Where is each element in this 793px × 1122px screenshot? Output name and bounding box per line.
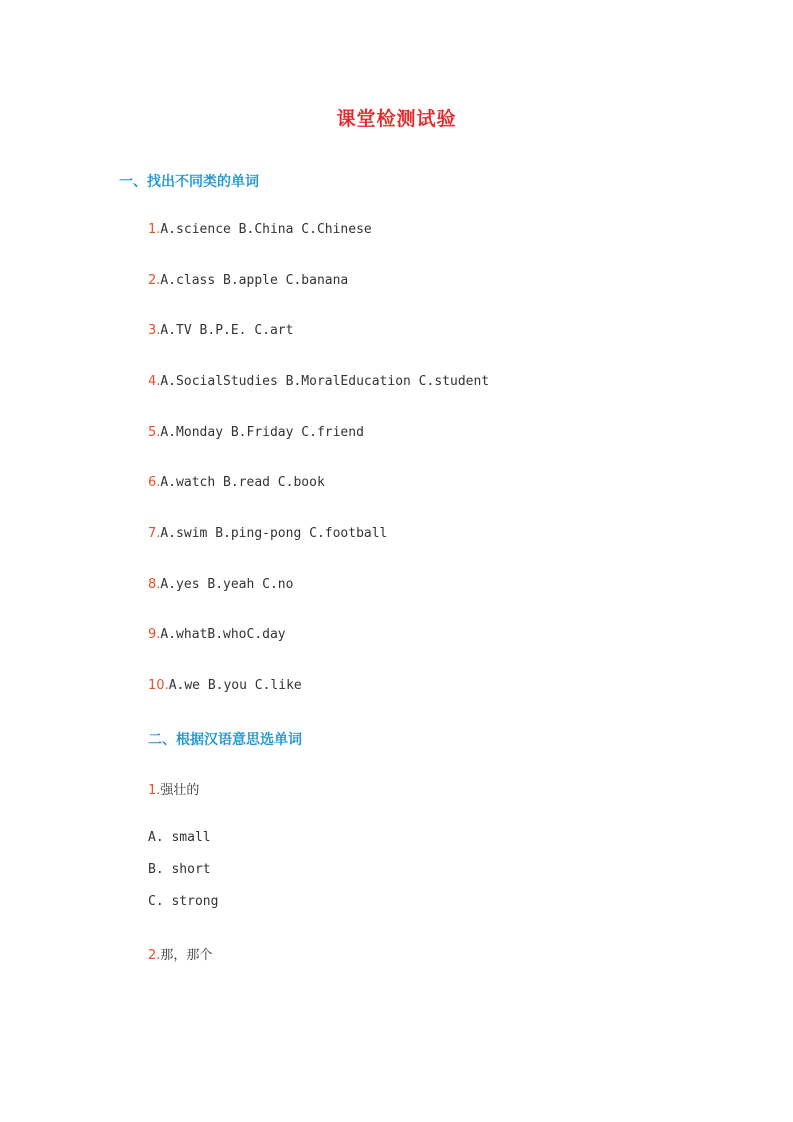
question-number: 2.	[148, 948, 161, 963]
option-a: A. small	[148, 830, 211, 845]
question-s2-1	[148, 779, 199, 798]
question-number: 10.	[148, 678, 169, 693]
section-1-heading: 一、找出不同类的单词	[119, 174, 259, 190]
question-10	[148, 678, 302, 693]
question-number: 8.	[148, 577, 161, 592]
question-text: 那，那个	[160, 948, 213, 963]
question-5	[148, 425, 364, 440]
question-number: 5.	[148, 425, 161, 440]
question-text: A.Monday B.Friday C.friend	[160, 425, 364, 440]
question-1	[148, 222, 372, 237]
question-number: 7.	[148, 526, 161, 541]
question-8	[148, 577, 293, 592]
question-text: A.SocialStudies B.MoralEducation C.student	[160, 374, 490, 389]
question-number: 6.	[148, 475, 161, 490]
question-number: 1.	[148, 222, 161, 237]
question-4	[148, 374, 489, 389]
option-b: B. short	[148, 862, 211, 877]
question-text: A.we B.you C.like	[168, 678, 302, 693]
question-number: 9.	[148, 627, 161, 642]
section-2-heading: 二、根据汉语意思选单词	[148, 732, 302, 748]
question-2	[148, 273, 348, 288]
question-6	[148, 475, 325, 490]
page-title: 课堂检测试验	[336, 108, 457, 130]
question-7	[148, 526, 387, 541]
question-number: 2.	[148, 273, 161, 288]
question-text: A.swim B.ping-pong C.football	[160, 526, 388, 541]
question-3	[148, 323, 293, 338]
question-text: A.whatB.whoC.day	[160, 627, 286, 642]
question-s2-2	[148, 944, 212, 963]
question-text: A.yes B.yeah C.no	[160, 577, 294, 592]
question-number: 3.	[148, 323, 161, 338]
option-c: C. strong	[148, 894, 219, 909]
question-9	[148, 627, 286, 642]
question-number: 4.	[148, 374, 161, 389]
question-text: A.watch B.read C.book	[160, 475, 325, 490]
question-text: A.class B.apple C.banana	[160, 273, 349, 288]
question-text: A.TV B.P.E. C.art	[160, 323, 294, 338]
question-number: 1.	[148, 783, 161, 798]
question-text: 强壮的	[160, 783, 200, 798]
question-text: A.science B.China C.Chinese	[160, 222, 372, 237]
